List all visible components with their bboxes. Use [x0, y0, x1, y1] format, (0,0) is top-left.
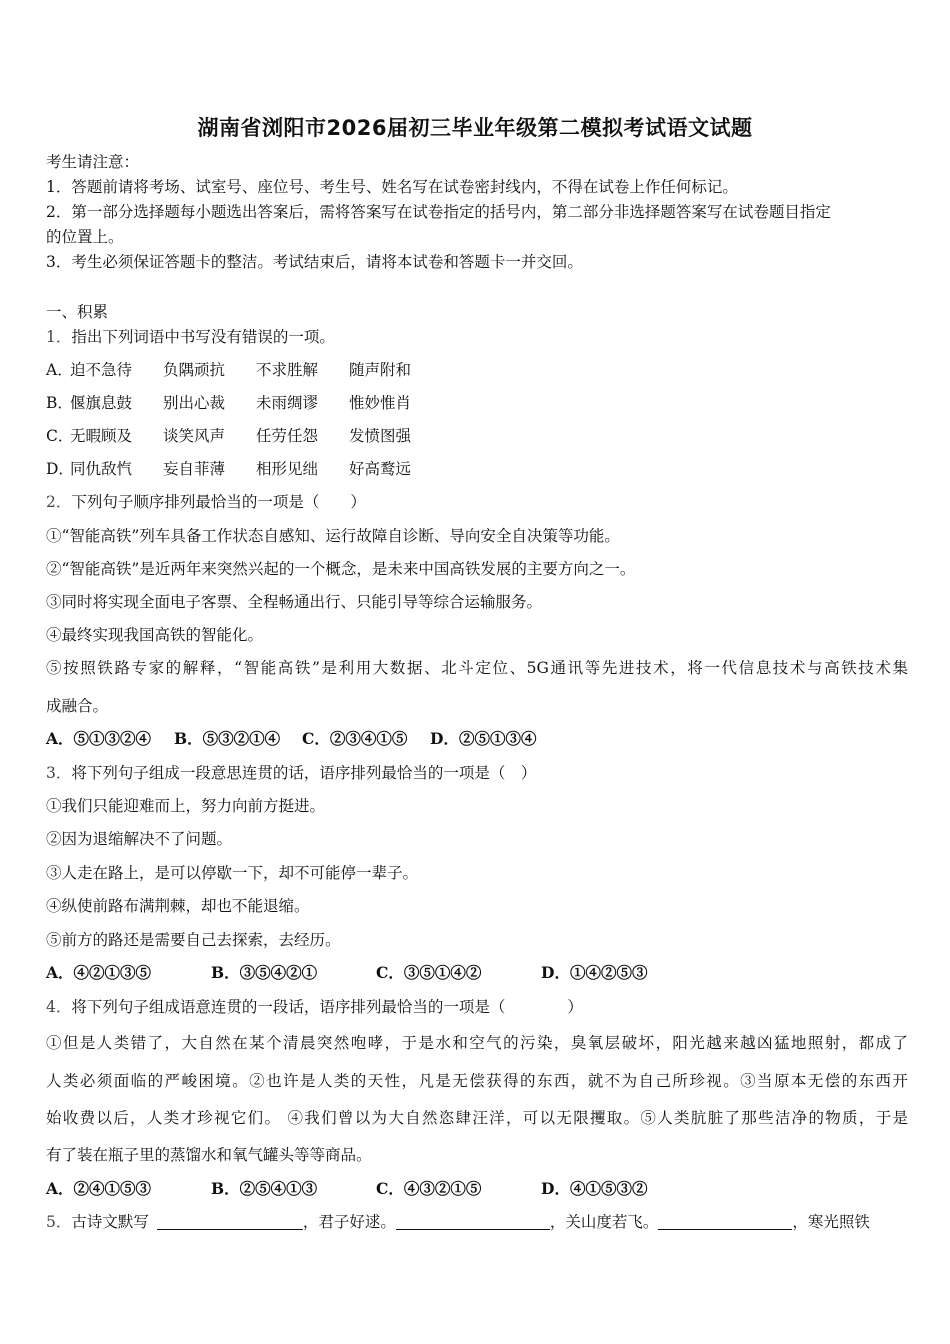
paragraph-line: 人类必须面临的严峻困境。②也许是人类的天性，凡是无偿获得的东西，就不为自己所珍视。③当原本无偿的东西开 — [46, 1072, 908, 1090]
option-label: B． — [46, 394, 73, 412]
paragraph-line: 始收费以后，人类才珍视它们。 ④我们曾以为大自然恣肆汪洋，可以无限攫取。⑤人类肮脏了那些洁净的物质，于是 — [46, 1109, 908, 1127]
section-heading: 一、积累 — [46, 303, 109, 321]
notice-item: 的位置上。 — [46, 228, 124, 246]
option-word: 不求胜解 — [256, 361, 319, 379]
q1-option-d — [46, 459, 411, 479]
option: B．③⑤④②① — [211, 963, 318, 982]
paragraph-line: 有了装在瓶子里的蒸馏水和氧气罐头等等商品。 — [46, 1146, 372, 1164]
notice-item: 2．第一部分选择题每小题选出答案后，需将答案写在试卷指定的括号内，第二部分非选择题答案写在试卷题目指定 — [46, 203, 831, 221]
sentence: ④纵使前路布满荆棘，却也不能退缩。 — [46, 897, 310, 915]
sentence: ①我们只能迎难而上，努力向前方挺进。 — [46, 797, 326, 815]
option-word: 未雨绸谬 — [256, 394, 319, 412]
option: C．③⑤①④② — [376, 963, 482, 982]
poem-fragment: ，寒光照铁 — [792, 1213, 870, 1231]
option-word: 偃旗息鼓 — [70, 394, 133, 412]
q2-options — [46, 729, 536, 749]
q1-option-a — [46, 360, 411, 380]
q1-option-b — [46, 393, 411, 413]
question-2-stem — [46, 492, 366, 512]
question-text: 下列句子顺序排列最恰当的一项是（ ） — [71, 493, 366, 511]
question-number: 3． — [46, 764, 72, 782]
sentence: ⑤前方的路还是需要自己去探索，去经历。 — [46, 931, 341, 949]
q1-option-c — [46, 426, 411, 446]
answer-blank[interactable] — [396, 1214, 550, 1230]
answer-blank[interactable] — [157, 1214, 303, 1230]
question-4-stem — [46, 997, 583, 1017]
option-word: 随声附和 — [349, 361, 412, 379]
sentence: 成融合。 — [46, 697, 109, 715]
option-word: 谈笑风声 — [163, 427, 226, 445]
option-word: 同仇敌忾 — [70, 460, 133, 478]
option-label: D． — [46, 460, 74, 478]
question-number: 5． — [46, 1213, 72, 1231]
option: B．②⑤④①③ — [211, 1179, 318, 1198]
option-word: 无暇顾及 — [70, 427, 133, 445]
option: A．②④①⑤③ — [46, 1179, 152, 1198]
question-number: 4． — [46, 998, 72, 1016]
option: D．②⑤①③④ — [430, 729, 537, 748]
option-word: 发愤图强 — [349, 427, 412, 445]
option: C．②③④①⑤ — [302, 729, 408, 748]
sentence: ⑤按照铁路专家的解释，“智能高铁”是利用大数据、北斗定位、5G通讯等先进技术，将一代信息技术与高铁技术集 — [46, 659, 908, 677]
option-word: 相形见绌 — [256, 460, 319, 478]
sentence: ②因为退缩解决不了问题。 — [46, 830, 233, 848]
option-word: 好高鹜远 — [349, 460, 412, 478]
question-text: 指出下列词语中书写没有错误的一项。 — [71, 328, 335, 346]
question-text: 古诗文默写 — [71, 1213, 149, 1231]
option-word: 任劳任怨 — [256, 427, 319, 445]
sentence: ②“智能高铁”是近两年来突然兴起的一个概念，是未来中国高铁发展的主要方向之一。 — [46, 560, 636, 578]
question-text: 将下列句子组成一段意思连贯的话，语序排列最恰当的一项是（ ） — [71, 764, 537, 782]
question-text: 将下列句子组成语意连贯的一段话，语序排列最恰当的一项是（ ） — [71, 998, 583, 1016]
sentence: ④最终实现我国高铁的智能化。 — [46, 626, 264, 644]
question-number: 1． — [46, 328, 72, 346]
option: A．④②①③⑤ — [46, 963, 152, 982]
question-number: 2． — [46, 493, 72, 511]
option: D．①④②⑤③ — [541, 963, 648, 982]
option-label: C． — [46, 427, 74, 445]
option: B．⑤③②①④ — [174, 729, 281, 748]
option-word: 惟妙惟肖 — [349, 394, 412, 412]
question-1-stem — [46, 327, 335, 347]
poem-fragment: ，关山度若飞。 — [549, 1213, 659, 1231]
option: C．④③②①⑤ — [376, 1179, 482, 1198]
answer-blank[interactable] — [658, 1214, 792, 1230]
poem-fragment: ，君子好逑。 — [302, 1213, 396, 1231]
page-title: 湖南省浏阳市2026届初三毕业年级第二模拟考试语文试题 — [197, 116, 753, 140]
q3-options — [46, 963, 647, 983]
sentence: ①“智能高铁”列车具备工作状态自感知、运行故障自诊断、导向安全自决策等功能。 — [46, 527, 620, 545]
option-word: 迫不急待 — [70, 361, 133, 379]
sentence: ③人走在路上，是可以停歇一下，却不可能停一辈子。 — [46, 864, 419, 882]
question-3-stem — [46, 763, 536, 783]
notice-item: 3．考生必须保证答题卡的整洁。考试结束后，请将本试卷和答题卡一并交回。 — [46, 253, 583, 271]
sentence: ③同时将实现全面电子客票、全程畅通出行、只能引导等综合运输服务。 — [46, 593, 543, 611]
paragraph-line: ①但是人类错了，大自然在某个清晨突然咆哮，于是水和空气的污染，臭氧层破坏，阳光越来越凶猛地照射，都成了 — [46, 1034, 908, 1052]
notice-heading: 考生请注意： — [46, 153, 140, 171]
question-5-stem — [46, 1212, 870, 1232]
option-word: 别出心裁 — [163, 394, 226, 412]
notice-item: 1．答题前请将考场、试室号、座位号、考生号、姓名写在试卷密封线内，不得在试卷上作任何标记。 — [46, 178, 738, 196]
option-label: A． — [46, 361, 73, 379]
option-word: 负隅顽抗 — [163, 361, 226, 379]
option: D．④①⑤③② — [541, 1179, 648, 1198]
option-word: 妄自菲薄 — [163, 460, 226, 478]
option: A．⑤①③②④ — [46, 729, 152, 748]
q4-options — [46, 1179, 647, 1199]
